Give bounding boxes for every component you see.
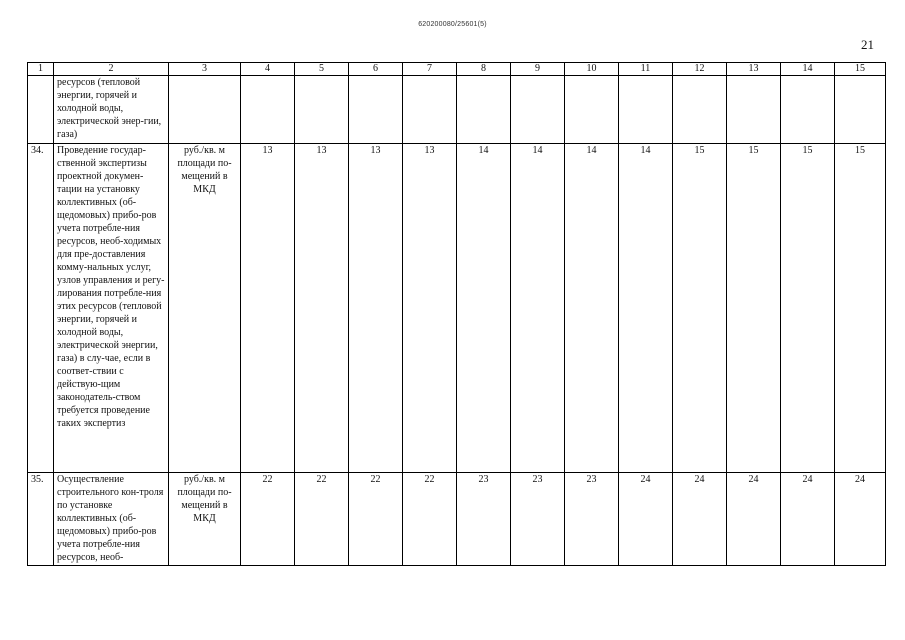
row-value bbox=[727, 76, 781, 144]
row-value: 23 bbox=[565, 473, 619, 566]
page-number: 21 bbox=[861, 37, 874, 52]
row-value: 24 bbox=[835, 473, 886, 566]
column-number: 10 bbox=[565, 63, 619, 76]
table-row bbox=[28, 144, 886, 473]
row-value bbox=[673, 76, 727, 144]
column-number: 7 bbox=[403, 63, 457, 76]
column-number: 6 bbox=[349, 63, 403, 76]
row-value: 15 bbox=[727, 144, 781, 473]
row-value: 24 bbox=[727, 473, 781, 566]
row-value bbox=[565, 76, 619, 144]
column-number: 15 bbox=[835, 63, 886, 76]
row-value: 22 bbox=[349, 473, 403, 566]
column-number: 9 bbox=[511, 63, 565, 76]
document-code: 620200080/25601(5) bbox=[418, 21, 487, 28]
row-description-text: Осуществление строительного кон-троля по установке коллективных (об-щедомовых) прибо-ров учета потребле-ния ресурсов, необ- bbox=[57, 474, 164, 563]
row-value: 22 bbox=[403, 473, 457, 566]
row-unit: руб./кв. м площади по-мещений в МКД bbox=[169, 473, 241, 566]
row-value bbox=[295, 76, 349, 144]
row-value: 24 bbox=[619, 473, 673, 566]
row-description: ресурсов (тепловой энергии, горячей и холодной воды, электрической энер-гии, газа) bbox=[54, 76, 169, 144]
row-value: 23 bbox=[457, 473, 511, 566]
row-value: 13 bbox=[241, 144, 295, 473]
row-value: 14 bbox=[565, 144, 619, 473]
row-value bbox=[403, 76, 457, 144]
row-value: 13 bbox=[295, 144, 349, 473]
row-value: 14 bbox=[619, 144, 673, 473]
column-number: 2 bbox=[54, 63, 169, 76]
column-number: 4 bbox=[241, 63, 295, 76]
row-value: 22 bbox=[295, 473, 349, 566]
row-value: 22 bbox=[241, 473, 295, 566]
row-value: 15 bbox=[781, 144, 835, 473]
column-number: 3 bbox=[169, 63, 241, 76]
table-row bbox=[28, 76, 886, 144]
row-value: 13 bbox=[349, 144, 403, 473]
row-value bbox=[619, 76, 673, 144]
row-value bbox=[349, 76, 403, 144]
row-value: 14 bbox=[511, 144, 565, 473]
row-description bbox=[54, 473, 169, 566]
row-value: 24 bbox=[781, 473, 835, 566]
column-number: 13 bbox=[727, 63, 781, 76]
row-number: 35. bbox=[28, 473, 54, 566]
row-value bbox=[835, 76, 886, 144]
row-value bbox=[241, 76, 295, 144]
row-value: 13 bbox=[403, 144, 457, 473]
row-value: 15 bbox=[835, 144, 886, 473]
table-row bbox=[28, 473, 886, 566]
row-unit: руб./кв. м площади по-мещений в МКД bbox=[169, 144, 241, 473]
column-number: 8 bbox=[457, 63, 511, 76]
column-number-row bbox=[28, 63, 886, 76]
column-number: 11 bbox=[619, 63, 673, 76]
column-number: 5 bbox=[295, 63, 349, 76]
tariff-table bbox=[27, 62, 886, 566]
row-value: 24 bbox=[673, 473, 727, 566]
row-number bbox=[28, 76, 54, 144]
row-unit bbox=[169, 76, 241, 144]
row-value: 15 bbox=[673, 144, 727, 473]
row-value bbox=[457, 76, 511, 144]
row-value: 14 bbox=[457, 144, 511, 473]
column-number: 1 bbox=[28, 63, 54, 76]
column-number: 12 bbox=[673, 63, 727, 76]
row-description: Проведение государ-ственной экспертизы проектной докумен-тации на установку коллективных (об-щедомовых) прибо-ров учета потребле-ния ресурсов, необ-ходимых для пре-доставления комму-нальных услуг, узлов управления и регу-лирования потребле-ния этих ресурсов (тепловой энергии, горячей и холодной воды, электрической энергии, газа) в слу-чае, если в соответ-ствии с действую-щим законодатель-ством требуется проведение таких экспертиз bbox=[54, 144, 169, 473]
row-value: 23 bbox=[511, 473, 565, 566]
row-value bbox=[511, 76, 565, 144]
row-value bbox=[781, 76, 835, 144]
row-number: 34. bbox=[28, 144, 54, 473]
column-number: 14 bbox=[781, 63, 835, 76]
